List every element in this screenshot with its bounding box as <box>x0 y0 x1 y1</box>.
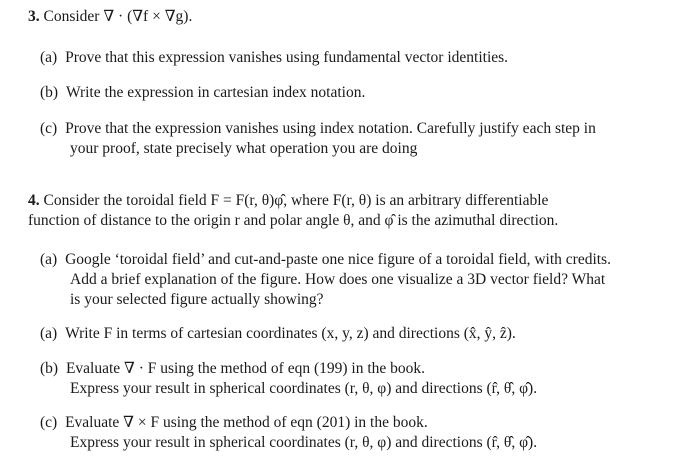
problem-4-part-b-line2 <box>70 380 537 398</box>
part-label: (a) <box>40 325 58 342</box>
part-label: (a) <box>40 251 58 268</box>
part-text: Add a brief explanation of the figure. How does one visualize a 3D vector field? What <box>70 271 606 288</box>
part-label: (c) <box>40 414 58 431</box>
part-label: (c) <box>40 120 58 137</box>
problem-4-intro-line2 <box>28 212 558 230</box>
problem-3-part-c-line1 <box>40 120 596 138</box>
part-text: Write the expression in cartesian index notation. <box>65 84 366 101</box>
problem-4-part-a1-line2 <box>70 271 605 289</box>
problem-3-part-b <box>40 84 365 102</box>
problem-4-part-c-line1 <box>40 414 428 432</box>
problem-3-part-a <box>40 49 508 67</box>
problem-4-part-a1-line1 <box>40 251 611 269</box>
part-text: Prove that the expression vanishes using index notation. Carefully justify each step in <box>65 120 596 137</box>
part-text: Express your result in spherical coordinates (r, θ, φ) and directions (r̂, θ̂, φ̂). <box>70 380 538 397</box>
part-text: Write F in terms of cartesian coordinates (x, y, z) and directions (x̂, ŷ, ẑ). <box>65 325 516 342</box>
part-text: Express your result in spherical coordinates (r, θ, φ) and directions (r̂, θ̂, φ̂). <box>70 434 538 451</box>
part-label: (a) <box>40 49 58 66</box>
part-label: (b) <box>40 84 59 101</box>
problem-4-number: 4. <box>28 192 40 209</box>
problem-4-part-c-line2 <box>70 434 537 452</box>
problem-3-number: 3. <box>28 8 40 25</box>
problem-3-part-c-line2 <box>70 140 417 158</box>
part-text: Evaluate ∇ · F using the method of eqn (199) in the book. <box>65 360 426 377</box>
part-text: Evaluate ∇ × F using the method of eqn (201) in the book. <box>65 414 428 431</box>
part-text: Prove that this expression vanishes using fundamental vector identities. <box>65 49 509 66</box>
problem-4-intro-line1: Consider the toroidal field F = F(r, θ)φ̂, where F(r, θ) is an arbitrary differentiable <box>43 192 549 209</box>
problem-3-intro: Consider ∇ · (∇f × ∇g). <box>43 8 193 25</box>
part-text: your proof, state precisely what operation you are doing <box>70 140 418 157</box>
part-text: is your selected figure actually showing? <box>70 291 324 308</box>
problem-4-heading <box>28 192 548 210</box>
problem-4-intro-line2-text: function of distance to the origin r and polar angle θ, and φ̂ is the azimuthal direction. <box>28 212 559 229</box>
problem-4-part-a1-line3 <box>70 291 324 309</box>
problem-4-part-b-line1 <box>40 360 425 378</box>
problem-4-part-a2 <box>40 325 516 343</box>
part-text: Google ‘toroidal field’ and cut-and-paste one nice figure of a toroidal field, with credits. <box>65 251 611 268</box>
problem-3-heading <box>28 8 192 26</box>
part-label: (b) <box>40 360 59 377</box>
